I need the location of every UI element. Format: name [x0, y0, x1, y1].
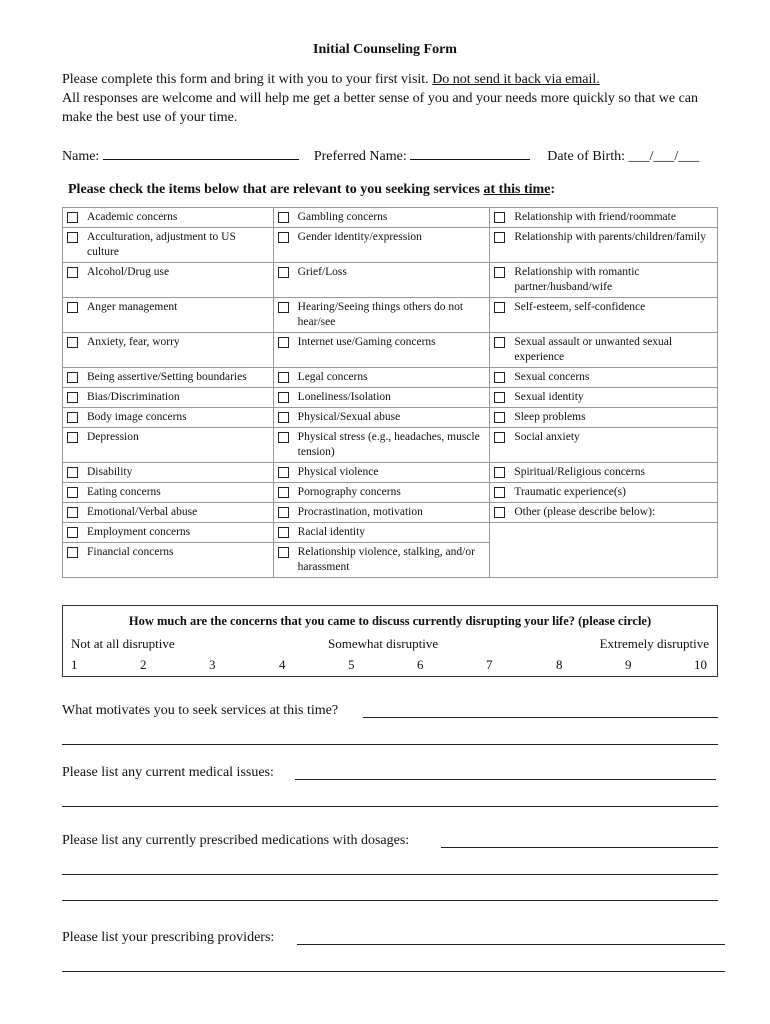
concern-item	[67, 430, 269, 445]
concern-cell	[273, 503, 490, 523]
concern-item	[494, 430, 713, 445]
concern-cell	[63, 543, 274, 578]
concern-item	[278, 370, 486, 385]
concern-label: Sleep problems	[514, 411, 586, 423]
concerns-row	[63, 388, 718, 408]
concerns-row	[63, 503, 718, 523]
concern-label: Procrastination, motivation	[297, 506, 423, 518]
concern-label: Relationship with parents/children/family	[514, 231, 706, 243]
medical-question: Please list any current medical issues:	[62, 765, 274, 780]
concern-item	[67, 230, 269, 260]
concern-item	[494, 465, 713, 480]
concern-item	[278, 335, 486, 350]
concern-item	[494, 370, 713, 385]
concerns-row	[63, 228, 718, 263]
concern-item	[278, 545, 486, 575]
concern-item	[67, 300, 269, 315]
checkbox[interactable]	[278, 337, 289, 348]
concern-label: Bias/Discrimination	[87, 391, 180, 403]
concern-cell	[490, 228, 718, 263]
concern-item	[67, 465, 269, 480]
concern-label: Depression	[87, 431, 139, 443]
concern-item	[67, 485, 269, 500]
motivation-answer-line-2[interactable]	[62, 744, 718, 745]
concern-item	[278, 300, 486, 330]
scale-number-3[interactable]: 3	[209, 657, 216, 672]
concern-label: Gender identity/expression	[297, 231, 422, 243]
concern-item	[278, 465, 486, 480]
scale-low-label: Not at all disruptive	[71, 636, 175, 651]
concern-label: Hearing/Seeing things others do not hear/see	[297, 301, 464, 328]
checkbox[interactable]	[67, 337, 78, 348]
check-heading: Please check the items below that are relevant to you seeking services at this time:	[68, 182, 556, 197]
concern-label: Anger management	[87, 301, 178, 313]
checkbox[interactable]	[67, 392, 78, 403]
concern-item	[278, 410, 486, 425]
concern-label: Acculturation, adjustment to US culture	[87, 231, 236, 258]
concern-cell	[273, 388, 490, 408]
concern-cell	[490, 523, 718, 543]
concern-label: Other (please describe below):	[514, 506, 656, 518]
concern-label: Sexual concerns	[514, 371, 590, 383]
concern-cell	[63, 463, 274, 483]
checkbox[interactable]	[67, 267, 78, 278]
concern-item	[278, 485, 486, 500]
disruption-scale	[62, 605, 718, 677]
motivation-answer-line-1[interactable]	[363, 717, 718, 718]
concern-label: Relationship with friend/roommate	[514, 211, 676, 223]
scale-number-2[interactable]: 2	[140, 657, 147, 672]
concern-cell	[273, 333, 490, 368]
concerns-row	[63, 263, 718, 298]
scale-mid-label: Somewhat disruptive	[328, 636, 439, 651]
concern-label: Emotional/Verbal abuse	[87, 506, 198, 518]
checkbox[interactable]	[278, 267, 289, 278]
concern-label: Gambling concerns	[297, 211, 388, 223]
name-label: Name:	[62, 149, 100, 164]
checkbox[interactable]	[278, 302, 289, 313]
intro-text	[62, 70, 722, 127]
concern-label: Anxiety, fear, worry	[87, 336, 180, 348]
scale-number-4[interactable]: 4	[279, 657, 286, 672]
scale-number-6[interactable]: 6	[417, 657, 424, 672]
providers-answer-line-1[interactable]	[297, 944, 725, 945]
preferred-name-label: Preferred Name:	[313, 149, 407, 164]
checkbox[interactable]	[494, 432, 505, 443]
checkbox[interactable]	[67, 412, 78, 423]
concerns-table	[62, 207, 718, 578]
checkbox[interactable]	[494, 467, 505, 478]
concern-cell	[63, 228, 274, 263]
checkbox[interactable]	[278, 212, 289, 223]
concern-label: Sexual assault or unwanted sexual experience	[514, 336, 673, 363]
concern-item	[278, 525, 486, 540]
concern-cell	[273, 523, 490, 543]
concern-label: Traumatic experience(s)	[514, 486, 626, 498]
concern-item	[278, 430, 486, 460]
concern-cell	[63, 298, 274, 333]
intro-warning: Do not send it back via email.	[432, 72, 600, 87]
concern-cell	[63, 428, 274, 463]
checkbox[interactable]	[278, 527, 289, 538]
concern-item	[494, 265, 713, 295]
checkbox[interactable]	[494, 337, 505, 348]
concern-cell	[273, 543, 490, 578]
medical-answer-line-1[interactable]	[295, 779, 716, 780]
concern-label: Relationship with romantic partner/husband/wife	[514, 266, 640, 293]
concern-cell	[63, 503, 274, 523]
checkbox[interactable]	[278, 467, 289, 478]
concern-label: Physical stress (e.g., headaches, muscle tension)	[297, 431, 480, 458]
scale-number-10[interactable]: 10	[694, 657, 707, 672]
checkbox[interactable]	[278, 372, 289, 383]
concerns-row	[63, 523, 718, 543]
concern-cell	[490, 543, 718, 578]
concerns-row	[63, 483, 718, 503]
concern-label: Sexual identity	[514, 391, 584, 403]
medications-question: Please list any currently prescribed medications with dosages:	[62, 833, 410, 848]
concern-cell	[273, 263, 490, 298]
concern-item	[494, 335, 713, 365]
preferred-name-field[interactable]	[410, 146, 530, 160]
concern-item	[67, 545, 269, 560]
concern-cell	[273, 298, 490, 333]
checkbox[interactable]	[278, 507, 289, 518]
checkbox[interactable]	[278, 432, 289, 443]
checkbox[interactable]	[278, 547, 289, 558]
concern-label: Pornography concerns	[297, 486, 401, 498]
checkbox[interactable]	[494, 507, 505, 518]
concern-label: Alcohol/Drug use	[87, 266, 170, 278]
concern-label: Relationship violence, stalking, and/or harassment	[297, 546, 475, 573]
concerns-row	[63, 408, 718, 428]
concern-label: Social anxiety	[514, 431, 580, 443]
concern-label: Physical violence	[297, 466, 379, 478]
concerns-row	[63, 368, 718, 388]
checkbox[interactable]	[67, 547, 78, 558]
concern-item	[67, 390, 269, 405]
concern-item	[494, 210, 713, 225]
concern-label: Being assertive/Setting boundaries	[87, 371, 247, 383]
concern-item	[278, 265, 486, 280]
medications-answer-line-2[interactable]	[62, 874, 718, 875]
concern-cell	[63, 408, 274, 428]
concern-label: Eating concerns	[87, 486, 161, 498]
concern-cell	[63, 368, 274, 388]
concern-cell	[490, 333, 718, 368]
concern-cell	[63, 208, 274, 228]
checkbox[interactable]	[67, 432, 78, 443]
dob-field[interactable]: ___/___/___	[628, 149, 700, 164]
checkbox[interactable]	[494, 267, 505, 278]
checkbox[interactable]	[494, 232, 505, 243]
checkbox[interactable]	[67, 372, 78, 383]
concern-label: Physical/Sexual abuse	[297, 411, 401, 423]
concerns-row	[63, 428, 718, 463]
checkbox[interactable]	[278, 232, 289, 243]
concern-cell	[273, 228, 490, 263]
scale-high-label: Extremely disruptive	[599, 636, 709, 651]
scale-number-8[interactable]: 8	[556, 657, 563, 672]
concern-item	[67, 410, 269, 425]
checkbox[interactable]	[67, 232, 78, 243]
concern-label: Financial concerns	[87, 546, 174, 558]
providers-answer-line-2[interactable]	[62, 971, 725, 972]
checkbox[interactable]	[67, 467, 78, 478]
checkbox[interactable]	[494, 372, 505, 383]
concern-cell	[490, 208, 718, 228]
intro-line-1: Please complete this form and bring it with you to your first visit.	[62, 72, 433, 87]
name-field[interactable]	[103, 146, 299, 160]
checkbox[interactable]	[494, 412, 505, 423]
concern-cell	[490, 428, 718, 463]
concern-label: Academic concerns	[87, 211, 178, 223]
concern-label: Employment concerns	[87, 526, 191, 538]
scale-number-7[interactable]: 7	[486, 657, 493, 672]
concern-item	[278, 390, 486, 405]
checkbox[interactable]	[494, 392, 505, 403]
concern-cell	[273, 408, 490, 428]
concern-cell	[273, 368, 490, 388]
concerns-row	[63, 208, 718, 228]
concerns-row	[63, 333, 718, 368]
concern-label: Legal concerns	[297, 371, 368, 383]
scale-number-9[interactable]: 9	[625, 657, 632, 672]
scale-question: How much are the concerns that you came to discuss currently disrupting your life? (please circle)	[128, 614, 652, 628]
concern-item	[67, 210, 269, 225]
concern-cell	[490, 408, 718, 428]
providers-question: Please list your prescribing providers:	[62, 930, 275, 945]
form-title: Initial Counseling Form	[313, 42, 457, 57]
concern-item	[67, 335, 269, 350]
scale-number-1[interactable]: 1	[71, 657, 78, 672]
checkbox[interactable]	[278, 487, 289, 498]
concern-item	[494, 410, 713, 425]
concern-item	[67, 525, 269, 540]
concerns-row	[63, 463, 718, 483]
concern-item	[494, 505, 713, 520]
checkbox[interactable]	[278, 412, 289, 423]
concerns-row	[63, 543, 718, 578]
checkbox[interactable]	[494, 487, 505, 498]
checkbox[interactable]	[67, 527, 78, 538]
concern-cell	[490, 483, 718, 503]
concern-label: Spiritual/Religious concerns	[514, 466, 645, 478]
medications-answer-line-1[interactable]	[441, 847, 718, 848]
concern-item	[278, 210, 486, 225]
checkbox[interactable]	[67, 487, 78, 498]
checkbox[interactable]	[67, 212, 78, 223]
concern-cell	[63, 333, 274, 368]
concern-cell	[273, 208, 490, 228]
scale-number-5[interactable]: 5	[348, 657, 355, 672]
concern-cell	[63, 523, 274, 543]
concern-cell	[63, 263, 274, 298]
concern-item	[494, 300, 713, 315]
concern-item	[67, 505, 269, 520]
dob-label: Date of Birth:	[547, 149, 625, 164]
checkbox[interactable]	[67, 507, 78, 518]
medications-answer-line-3[interactable]	[62, 900, 718, 901]
concern-label: Disability	[87, 466, 133, 478]
concern-item	[494, 485, 713, 500]
concerns-row	[63, 298, 718, 333]
concern-label: Racial identity	[297, 526, 366, 538]
concern-item	[278, 230, 486, 245]
concern-cell	[273, 428, 490, 463]
concern-item	[278, 505, 486, 520]
concern-cell	[490, 463, 718, 483]
medical-answer-line-2[interactable]	[62, 806, 718, 807]
checkbox[interactable]	[278, 392, 289, 403]
concern-label: Grief/Loss	[297, 266, 347, 278]
checkbox[interactable]	[494, 212, 505, 223]
concern-cell	[490, 388, 718, 408]
motivation-question: What motivates you to seek services at this time?	[62, 703, 339, 718]
concern-item	[494, 390, 713, 405]
concern-cell	[273, 463, 490, 483]
concern-cell	[490, 298, 718, 333]
concern-cell	[490, 503, 718, 523]
intro-line-2: All responses are welcome and will help me get a better sense of you and your needs more quickly so that we can make the best use of your time.	[62, 91, 699, 125]
concern-label: Loneliness/Isolation	[297, 391, 391, 403]
concern-label: Internet use/Gaming concerns	[297, 336, 436, 348]
concern-label: Body image concerns	[87, 411, 187, 423]
concern-label: Self-esteem, self-confidence	[514, 301, 646, 313]
concern-item	[494, 230, 713, 245]
checkbox[interactable]	[67, 302, 78, 313]
name-row	[62, 146, 722, 165]
checkbox[interactable]	[494, 302, 505, 313]
concern-cell	[490, 368, 718, 388]
concern-item	[67, 265, 269, 280]
concern-item	[67, 370, 269, 385]
concern-cell	[273, 483, 490, 503]
concern-cell	[490, 263, 718, 298]
concern-cell	[63, 388, 274, 408]
concern-cell	[63, 483, 274, 503]
